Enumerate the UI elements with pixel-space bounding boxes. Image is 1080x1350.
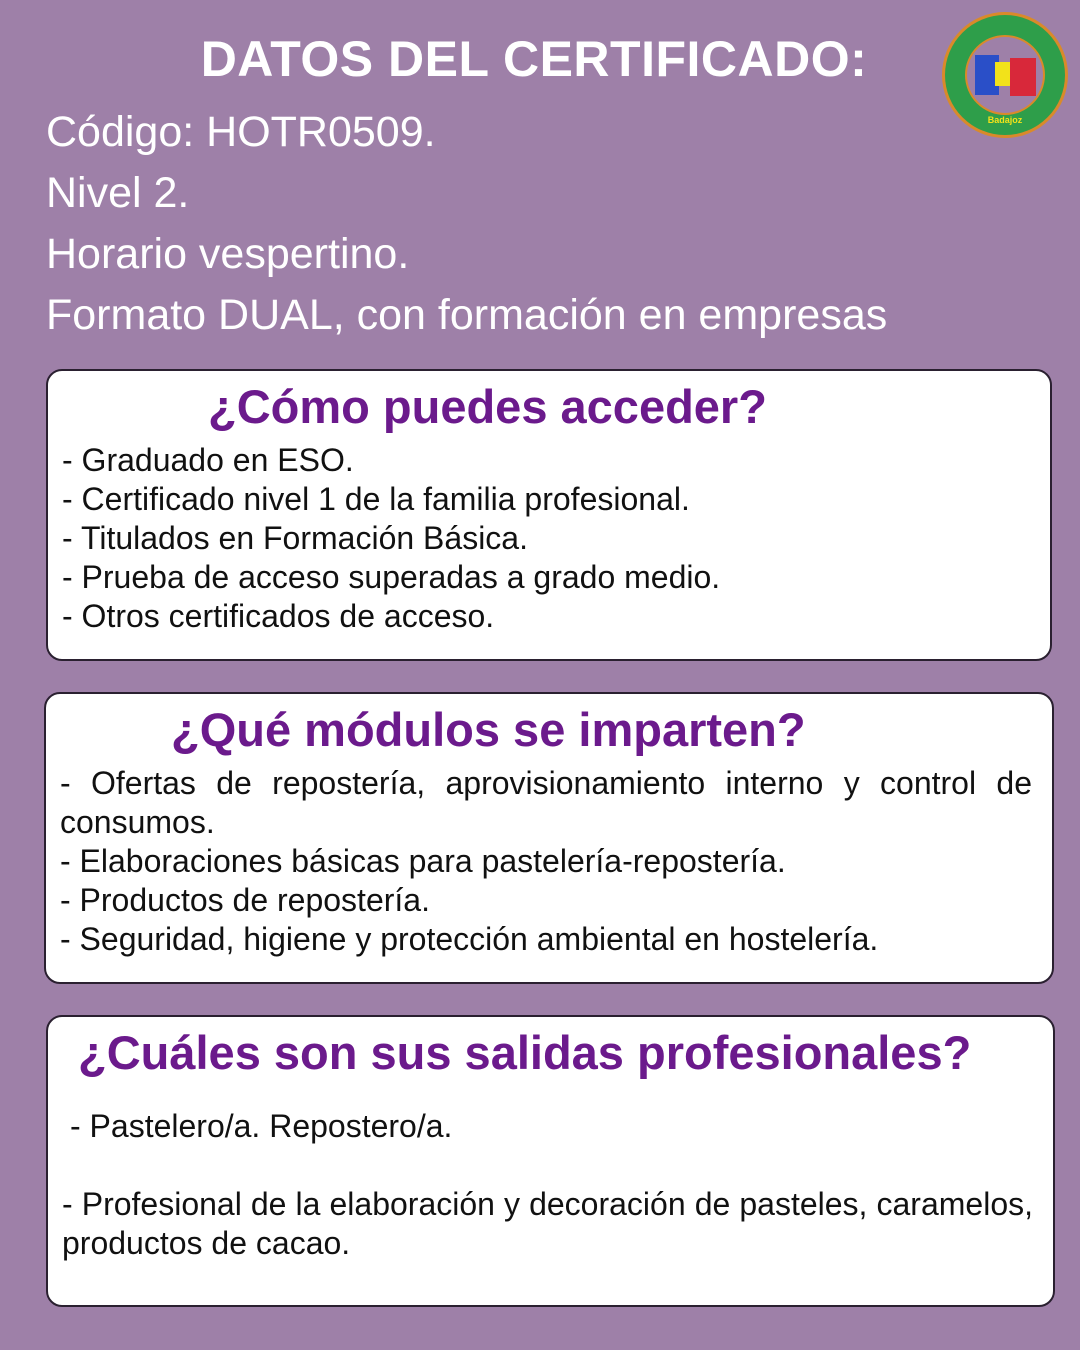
module-item: - Elaboraciones básicas para pastelería-repostería.	[60, 843, 786, 879]
access-item: - Titulados en Formación Básica.	[62, 520, 528, 556]
svg-text:Badajoz: Badajoz	[987, 115, 1023, 125]
access-card	[46, 369, 1052, 661]
module-item: - Productos de repostería.	[60, 882, 430, 918]
careers-card	[46, 1015, 1055, 1307]
module-item: - Ofertas de repostería, aprovisionamiento interno y control de consumos.	[60, 765, 1032, 840]
access-item: - Graduado en ESO.	[62, 442, 354, 478]
access-heading: ¿Cómo puedes acceder?	[208, 380, 767, 433]
module-item: - Seguridad, higiene y protección ambiental en hostelería.	[60, 921, 879, 957]
info-schedule: Horario vespertino.	[46, 230, 410, 278]
school-logo	[940, 10, 1070, 140]
info-code: Código: HOTR0509.	[46, 108, 436, 156]
page-title: DATOS DEL CERTIFICADO:	[200, 31, 868, 87]
info-format: Formato DUAL, con formación en empresas	[46, 291, 888, 339]
career-item: - Profesional de la elaboración y decoración de pasteles, caramelos, productos de cacao.	[62, 1186, 1033, 1261]
access-item: - Prueba de acceso superadas a grado medio.	[62, 559, 721, 595]
career-item: - Pastelero/a. Repostero/a.	[70, 1108, 453, 1144]
careers-heading: ¿Cuáles son sus salidas profesionales?	[78, 1026, 972, 1079]
access-item: - Otros certificados de acceso.	[62, 598, 495, 634]
modules-heading: ¿Qué módulos se imparten?	[171, 703, 806, 756]
access-item: - Certificado nivel 1 de la familia profesional.	[62, 481, 690, 517]
info-level: Nivel 2.	[46, 169, 190, 217]
modules-card	[44, 692, 1054, 984]
